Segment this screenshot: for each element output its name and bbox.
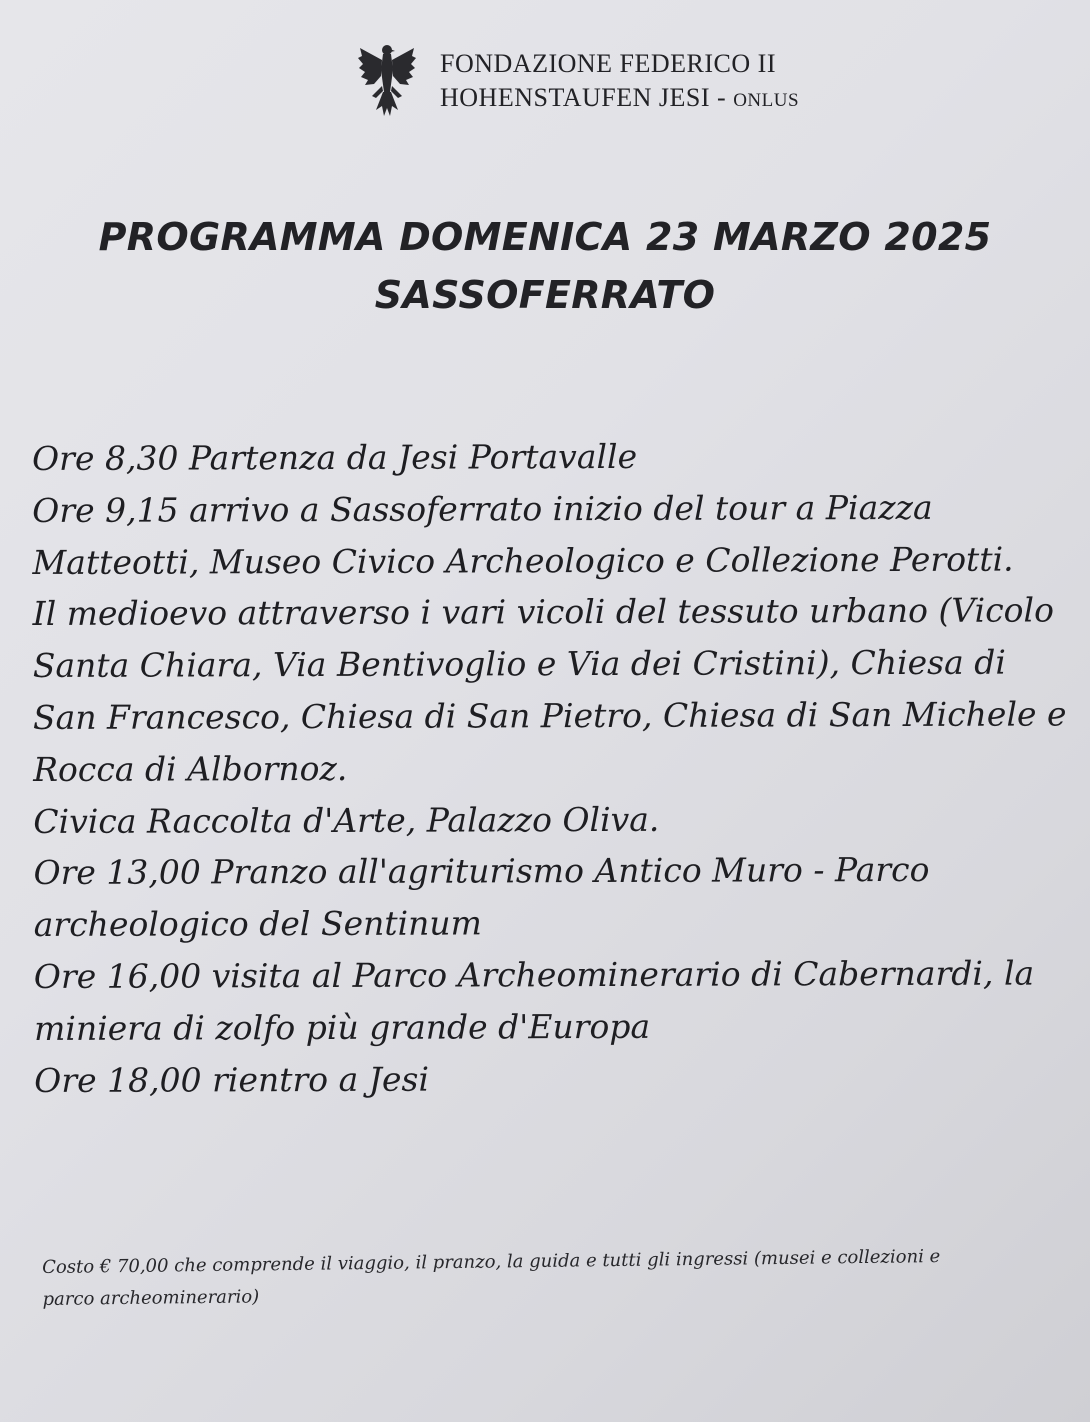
title-date: PROGRAMMA DOMENICA 23 MARZO 2025 [98,215,992,259]
program-line: miniera di zolfo più grande d'Europa [34,1006,651,1048]
program-title [0,208,1090,324]
program-line: Ore 18,00 rientro a Jesi [34,1059,430,1100]
program-body [32,429,1067,1106]
cost-note-line: Costo € 70,00 che comprende il viaggio, il pranzo, la guida e tutti gli ingressi (musei e collezioni e [42,1246,941,1278]
title-location: SASSOFERRATO [374,273,716,317]
org-line-1: FONDAZIONE FEDERICO II [440,49,776,78]
program-line: Il medioevo attraverso i vari vicoli del tessuto urbano (Vicolo [32,590,1055,634]
program-line: Ore 9,15 arrivo a Sassoferrato inizio del tour a Piazza [32,487,933,530]
program-line: Santa Chiara, Via Bentivoglio e Via dei Cristini), Chiesa di [32,642,1006,686]
eagle-icon [356,40,418,122]
org-line-2 [440,83,799,113]
program-line: Rocca di Albornoz. [33,748,348,789]
cost-note-line: parco archeominerario) [42,1286,260,1310]
program-line: Matteotti, Museo Civico Archeologico e Collezione Perotti. [32,539,1014,582]
letterhead [356,40,799,122]
org-line-2-main: HOHENSTAUFEN JESI - [440,83,734,112]
org-line-2-onlus: ONLUS [733,90,800,111]
cost-note [42,1240,1053,1316]
program-line: archeologico del Sentinum [33,903,483,945]
program-line: Ore 16,00 visita al Parco Archeominerario di Cabernardi, la [33,953,1035,996]
program-line: Ore 8,30 Partenza da Jesi Portavalle [32,436,638,478]
program-line: San Francesco, Chiesa di San Pietro, Chiesa di San Michele e [32,694,1067,737]
organization-name [440,49,799,113]
program-line: Civica Raccolta d'Arte, Palazzo Oliva. [33,799,660,841]
program-line: Ore 13,00 Pranzo all'agriturismo Antico Muro - Parco [33,850,930,893]
